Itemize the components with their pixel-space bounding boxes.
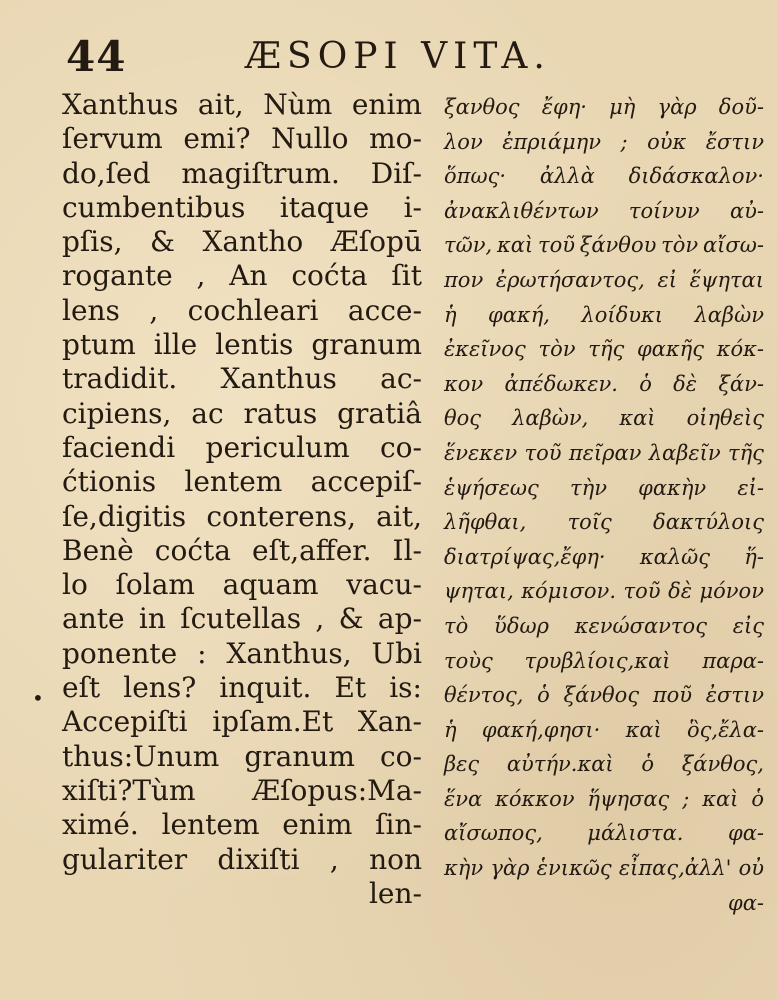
greek-text-line xyxy=(444,609,764,644)
word: ipſam.Et xyxy=(212,705,334,739)
word: εἰς xyxy=(732,613,764,638)
word: καὶ xyxy=(496,233,534,258)
word: τοῖς xyxy=(567,510,612,535)
word: inquit. xyxy=(219,671,312,705)
word: co- xyxy=(380,739,422,773)
line-words xyxy=(62,568,422,602)
latin-text-line xyxy=(62,465,422,499)
word: ἐστιν xyxy=(705,683,764,708)
word: Xanthus, xyxy=(226,636,352,670)
line-words xyxy=(444,90,764,125)
line-words xyxy=(62,705,422,739)
word: Ubi xyxy=(371,636,422,670)
word: τὸ xyxy=(444,613,469,638)
word: ἕνα xyxy=(444,786,483,811)
word: gulariter xyxy=(62,842,188,876)
word: γὰρ xyxy=(657,95,697,119)
greek-text-line xyxy=(444,332,764,367)
word: ξανθος xyxy=(444,95,520,119)
latin-text-line xyxy=(62,568,422,602)
word: i- xyxy=(403,190,422,224)
word: & xyxy=(150,225,175,259)
word: θος xyxy=(444,406,482,431)
word: ποῦ xyxy=(652,683,693,708)
greek-text-line xyxy=(444,263,764,298)
word: ὁ xyxy=(537,683,550,708)
line-words xyxy=(62,88,422,122)
word: βες xyxy=(444,752,480,777)
word: τὸν xyxy=(661,233,699,258)
word: lentem xyxy=(161,808,260,842)
word: emi? xyxy=(183,122,251,156)
word: ἀνακλιθέντων xyxy=(444,198,599,223)
line-words xyxy=(62,500,422,534)
line-words xyxy=(444,263,764,298)
word: coćta xyxy=(291,259,368,293)
greek-text-line xyxy=(444,540,764,575)
line-words xyxy=(444,574,764,609)
line-words xyxy=(62,637,422,671)
word: αἴσω- xyxy=(703,233,764,258)
latin-text-line xyxy=(62,225,422,259)
word: itaque xyxy=(279,190,370,224)
line-words xyxy=(62,259,422,293)
greek-text-line xyxy=(444,298,764,333)
word: faciendi xyxy=(62,430,176,464)
word: τοῦ xyxy=(623,579,661,604)
greek-text-line xyxy=(444,228,764,263)
word: gratiâ xyxy=(337,396,422,430)
page-header xyxy=(60,32,760,82)
word: ὁ xyxy=(639,371,652,396)
line-words xyxy=(444,436,764,471)
word: ὃς,ἔλα- xyxy=(687,717,764,742)
word: ἐρωτήσαντος, xyxy=(495,267,645,292)
word: κον xyxy=(444,371,484,396)
word: conterens, xyxy=(206,499,356,533)
word: xiſti?Tùm xyxy=(62,773,196,807)
line-words xyxy=(62,843,422,877)
word: cumbentibus xyxy=(62,190,246,224)
word: ὅπως· xyxy=(444,164,507,189)
word: πον xyxy=(444,267,484,292)
word: μὴ xyxy=(609,95,636,119)
word: ſolam xyxy=(115,568,195,602)
word: & xyxy=(338,602,364,636)
word: ćtionis xyxy=(62,465,157,499)
latin-text-line xyxy=(62,671,422,705)
latin-text-line xyxy=(62,774,422,808)
word: ἡ xyxy=(444,717,457,742)
word: μάλιστα. xyxy=(587,821,684,846)
word: : xyxy=(197,636,207,670)
running-head: ÆSOPI VITA. xyxy=(245,36,551,77)
word: An xyxy=(229,259,268,293)
word: εἶπας,ἀλλ' xyxy=(618,856,732,881)
word: ἥψησας xyxy=(587,786,670,811)
line-words xyxy=(62,602,422,636)
latin-text-line xyxy=(62,705,422,739)
word: λαβὼν, xyxy=(512,406,589,431)
word: τοῦ xyxy=(524,440,562,465)
line-words xyxy=(62,294,422,328)
line-words xyxy=(444,678,764,713)
word: Xanthus xyxy=(62,88,179,121)
greek-text-line xyxy=(444,436,764,471)
word: καλῶς xyxy=(639,544,711,569)
word: acce- xyxy=(347,293,422,327)
word: ptum xyxy=(62,328,136,362)
page-number: 44 xyxy=(66,32,127,81)
line-words xyxy=(62,774,422,808)
word: magiſtrum. xyxy=(181,156,340,190)
word: enim xyxy=(351,88,422,121)
latin-text-line xyxy=(62,88,422,122)
word: Æſopū xyxy=(330,225,422,259)
line-words xyxy=(444,298,764,333)
word: eſt,affer. xyxy=(252,533,372,567)
line-words xyxy=(62,431,422,465)
word: , xyxy=(149,293,159,327)
word: Diſ- xyxy=(370,156,422,190)
word: ante xyxy=(62,602,125,636)
word: Xanthus xyxy=(220,362,337,396)
word: τοίνυν xyxy=(628,198,700,223)
word: Accepiſti xyxy=(62,705,188,739)
word: ἕνεκεν xyxy=(444,440,518,465)
line-words xyxy=(444,228,764,263)
margin-mark: • xyxy=(32,686,44,710)
greek-text-line xyxy=(444,471,764,506)
word: ait, xyxy=(376,499,422,533)
word: Æſopus:Ma- xyxy=(252,773,422,807)
word: , xyxy=(329,842,339,876)
word: αὐτήν.καὶ xyxy=(506,752,614,777)
word: οὐ xyxy=(738,856,764,881)
line-words xyxy=(444,713,764,748)
line-words xyxy=(444,125,764,160)
line-words xyxy=(444,851,764,886)
line-words xyxy=(62,225,422,259)
latin-text-line xyxy=(62,122,422,156)
word: λαβὼν xyxy=(694,302,764,327)
line-words xyxy=(62,808,422,842)
line-words xyxy=(444,816,764,851)
word: , xyxy=(196,259,206,293)
word: ψηται, xyxy=(444,579,514,604)
word: lens? xyxy=(123,671,197,705)
word: , xyxy=(315,602,325,636)
line-words xyxy=(62,122,422,156)
greek-text-line xyxy=(444,713,764,748)
greek-text-line xyxy=(444,505,764,540)
word: ſe,digitis xyxy=(62,499,187,533)
word: δοῦ- xyxy=(718,95,764,119)
word: eſt xyxy=(62,671,101,705)
word: κόκκον xyxy=(495,786,575,811)
line-words xyxy=(444,644,764,679)
word: lentis xyxy=(215,328,294,362)
word: co- xyxy=(380,430,422,464)
word: ἡ xyxy=(444,302,457,327)
word: ἑνικῶς xyxy=(536,856,612,881)
word: vacu- xyxy=(346,568,422,602)
word: διδάσκαλον· xyxy=(628,164,764,189)
word: ἑψήσεως xyxy=(444,475,539,500)
line-words xyxy=(62,671,422,705)
word: Il- xyxy=(392,533,422,567)
word: ſin- xyxy=(375,808,422,842)
word: μόνον xyxy=(699,579,764,604)
word: καὶ xyxy=(619,406,656,431)
line-words xyxy=(62,362,422,396)
word: in xyxy=(138,602,166,636)
word: rogante xyxy=(62,259,173,293)
word: coćta xyxy=(154,533,231,567)
latin-text-line xyxy=(62,259,422,293)
word: ; xyxy=(682,786,690,811)
latin-text-line xyxy=(62,328,422,362)
word: θέντος, xyxy=(444,683,524,708)
word: παρα- xyxy=(702,648,764,673)
word: Benè xyxy=(62,533,134,567)
word: λῆφθαι, xyxy=(444,510,527,535)
line-words xyxy=(444,159,764,194)
greek-text-line xyxy=(444,125,764,160)
word: λοίδυκι xyxy=(581,302,663,327)
latin-text-line xyxy=(62,637,422,671)
greek-text-line xyxy=(444,90,764,125)
word: εἰ- xyxy=(737,475,764,500)
word: ξάνθου xyxy=(579,233,657,258)
word: ille xyxy=(153,328,198,362)
word: enim xyxy=(282,808,353,842)
word: τῶν, xyxy=(444,233,493,258)
word: οὐκ xyxy=(647,129,687,154)
latin-text-line xyxy=(62,397,422,431)
latin-text-line xyxy=(62,500,422,534)
word: ἥ- xyxy=(744,544,764,569)
line-words xyxy=(62,397,422,431)
word: οἰηθεὶς xyxy=(686,406,764,431)
word: δὲ xyxy=(668,579,692,604)
word: εἰ xyxy=(657,267,677,292)
word: ἔφη· xyxy=(541,95,587,119)
word: thus:Unum xyxy=(62,739,220,773)
word: λον xyxy=(444,129,483,154)
word: φακῆς xyxy=(636,337,704,362)
word: αἴσωπος, xyxy=(444,821,543,846)
word: non xyxy=(369,842,422,876)
word: cipiens, xyxy=(62,396,172,430)
word: Xantho xyxy=(202,225,304,259)
word: granum xyxy=(244,739,355,773)
word: ſcutellas xyxy=(180,602,302,636)
word: ἐκεῖνος xyxy=(444,337,526,362)
line-words xyxy=(444,194,764,229)
line-words xyxy=(62,328,422,362)
word: κόκ- xyxy=(716,337,764,362)
word: κενώσαντος xyxy=(574,613,707,638)
line-words xyxy=(62,465,422,499)
word: πεῖραν xyxy=(568,440,642,465)
word: αὐ- xyxy=(729,198,764,223)
word: ξάν- xyxy=(718,371,764,396)
line-words xyxy=(62,191,422,225)
word: ac xyxy=(191,396,224,430)
line-words xyxy=(444,367,764,402)
word: τοὺς xyxy=(444,648,493,673)
line-words xyxy=(444,332,764,367)
word: τῆς xyxy=(727,440,764,465)
word: ac- xyxy=(380,362,422,396)
latin-text-line xyxy=(62,843,422,877)
word: ait, xyxy=(197,88,244,121)
word: ξάνθος, xyxy=(681,752,764,777)
word: ἔστιν xyxy=(705,129,764,154)
word: ὁ xyxy=(751,786,764,811)
word: granum xyxy=(311,328,422,362)
word: κόμισον. xyxy=(521,579,616,604)
word: ſervum xyxy=(62,122,163,156)
word: aquam xyxy=(222,568,319,602)
line-words xyxy=(62,534,422,568)
word: καὶ xyxy=(625,717,662,742)
word: τὴν xyxy=(570,475,607,500)
line-words xyxy=(62,740,422,774)
word: φα- xyxy=(728,821,764,846)
greek-text-line xyxy=(444,194,764,229)
word: is: xyxy=(389,671,422,705)
line-words xyxy=(444,540,764,575)
line-words xyxy=(444,782,764,817)
word: λαβεῖν xyxy=(648,440,721,465)
word: φακὴν xyxy=(638,475,707,500)
word: Nùm xyxy=(263,88,333,121)
latin-text-line xyxy=(62,740,422,774)
word: dixiſti xyxy=(217,842,300,876)
greek-text-line: φα- xyxy=(728,890,764,915)
word: Et xyxy=(334,671,367,705)
latin-text-line xyxy=(62,362,422,396)
word: pſis, xyxy=(62,225,123,259)
word: ap- xyxy=(377,602,422,636)
word: ἕψηται xyxy=(689,267,764,292)
latin-text-line xyxy=(62,294,422,328)
word: ξάνθος xyxy=(563,683,640,708)
greek-text-line xyxy=(444,782,764,817)
latin-text-line xyxy=(62,157,422,191)
latin-text-column xyxy=(62,88,422,911)
latin-text-line xyxy=(62,431,422,465)
word: lentem xyxy=(184,465,283,499)
word: δὲ xyxy=(673,371,698,396)
line-words xyxy=(444,609,764,644)
word: τρυβλίοις,καὶ xyxy=(524,648,671,673)
latin-text-line xyxy=(62,808,422,842)
greek-text-column xyxy=(444,90,764,920)
word: mo- xyxy=(369,122,422,156)
greek-text-line xyxy=(444,574,764,609)
word: καὶ xyxy=(702,786,739,811)
word: ὕδωρ xyxy=(494,613,549,638)
word: lens xyxy=(62,293,120,327)
word: ratus xyxy=(243,396,318,430)
word: Nullo xyxy=(271,122,349,156)
word: δακτύλοις xyxy=(653,510,764,535)
word: ἐπριάμην xyxy=(502,129,602,154)
word: φακή,φησι· xyxy=(481,717,601,742)
word: τοῦ xyxy=(537,233,575,258)
greek-text-line xyxy=(444,678,764,713)
word: ponente xyxy=(62,636,178,670)
word: ; xyxy=(620,129,628,154)
word: cochleari xyxy=(187,293,319,327)
greek-text-line xyxy=(444,159,764,194)
line-words xyxy=(444,401,764,436)
greek-text-line xyxy=(444,367,764,402)
word: Xan- xyxy=(357,705,422,739)
word: periculum xyxy=(205,430,350,464)
latin-text-line xyxy=(62,191,422,225)
word: διατρίψας,ἔφη· xyxy=(444,544,606,569)
word: ſit xyxy=(391,259,422,293)
greek-text-line xyxy=(444,644,764,679)
word: lo xyxy=(62,568,88,602)
latin-text-line xyxy=(62,602,422,636)
latin-text-line xyxy=(62,534,422,568)
line-words xyxy=(62,157,422,191)
word: do,ſed xyxy=(62,156,151,190)
greek-text-line xyxy=(444,816,764,851)
word: φακή, xyxy=(488,302,550,327)
word: γὰρ xyxy=(490,856,530,881)
word: accepiſ- xyxy=(310,465,422,499)
greek-text-line xyxy=(444,851,764,886)
word: τὸν xyxy=(538,337,576,362)
word: ximé. xyxy=(62,808,139,842)
word: κὴν xyxy=(444,856,484,881)
greek-text-line xyxy=(444,747,764,782)
word: ἀπέδωκεν. xyxy=(504,371,618,396)
greek-text-line xyxy=(444,401,764,436)
line-words xyxy=(444,471,764,506)
word: ὁ xyxy=(641,752,655,777)
word: tradidit. xyxy=(62,362,178,396)
word: ἀλλὰ xyxy=(539,164,595,189)
latin-text-line: len- xyxy=(368,876,422,910)
line-words xyxy=(444,505,764,540)
line-words xyxy=(444,747,764,782)
word: τῆς xyxy=(588,337,625,362)
